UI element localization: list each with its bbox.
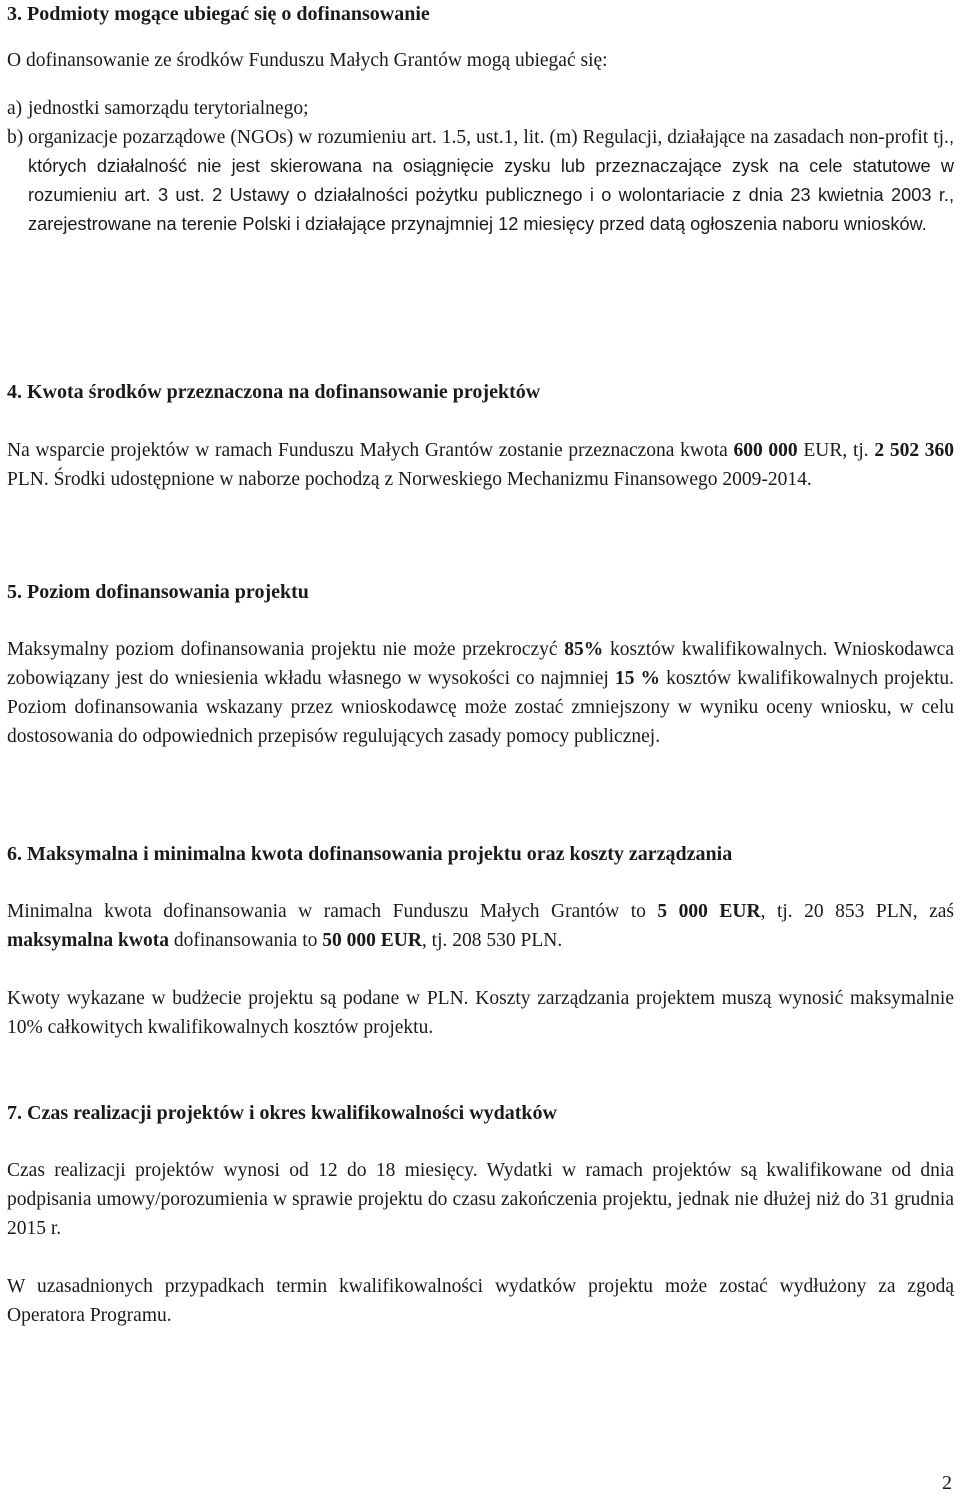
s6-min-amount: 5 000 EUR: [657, 901, 761, 922]
section-5-heading: 5. Poziom dofinansowania projektu: [7, 581, 309, 603]
s6-max-label: maksymalna kwota: [7, 930, 169, 951]
section-7-heading: 7. Czas realizacji projektów i okres kwalifikowalności wydatków: [7, 1102, 557, 1124]
s4-amount-pln: 2 502 360: [874, 440, 955, 461]
section-7-paragraph-2: W uzasadnionych przypadkach termin kwalifikowalności wydatków projektu może zostać wydłużony za zgodą Operatora Programu.: [7, 1276, 954, 1326]
section-3-heading: 3. Podmioty mogące ubiegać się o dofinansowanie: [7, 3, 430, 25]
section-7: [7, 1099, 954, 1330]
section-4: [7, 378, 954, 494]
section-5-paragraph: [7, 635, 954, 751]
list-marker-b: b): [7, 127, 24, 148]
s6-text-2: , tj. 20 853 PLN, zaś: [760, 901, 955, 922]
list-item-b: [7, 123, 954, 239]
section-3-intro: O dofinansowanie ze środków Funduszu Małych Grantów mogą ubiegać się:: [7, 50, 608, 71]
section-3: [7, 0, 954, 239]
s4-text-2: EUR, tj.: [797, 440, 875, 461]
s5-text-3: kosztów kwalifikowalnych projektu. Poziom dofinansowania wskazany przez wnioskodawcę może zostać zmniejszony w wyniku oceny wniosku, w celu dostosowania do odpowiednich przepisów regulujących zasady pomocy publicznej.: [7, 668, 954, 747]
section-6-paragraph-1: [7, 897, 954, 955]
section-6: [7, 840, 954, 1042]
section-4-heading: 4. Kwota środków przeznaczona na dofinansowanie projektów: [7, 381, 541, 403]
s4-text-1: Na wsparcie projektów w ramach Funduszu Małych Grantów zostanie przeznaczona kwota: [7, 440, 734, 461]
s6-text-1: Minimalna kwota dofinansowania w ramach Funduszu Małych Grantów to: [7, 901, 658, 922]
s6-max-amount: 50 000 EUR: [322, 930, 422, 951]
s5-text-1: Maksymalny poziom dofinansowania projektu nie może przekroczyć: [7, 639, 565, 660]
list-text-a: jednostki samorządu terytorialnego;: [28, 98, 309, 119]
s5-text-2: kosztów kwalifikowalnych. Wnioskodawca zobowiązany jest do wniesienia wkładu własnego w wysokości co najmniej: [7, 639, 954, 689]
list-text-b: [28, 123, 954, 239]
list-text-b-part3: , zarejestrowane na terenie Polski i działające przynajmniej 12 miesięcy przed datą ogłoszenia naboru wniosków.: [28, 185, 954, 234]
list-text-b-part2: , których działalność nie jest skierowana na osiągnięcie zysku lub przeznaczające zysk na cele statutowe w rozumieniu art. 3 ust. 2 Ustawy o działalności pożytku publicznego i o wolontariacie z dnia 23 kwietnia 2003 r.: [28, 127, 954, 205]
page-number: 2: [942, 1472, 952, 1494]
list-marker-a: a): [7, 98, 23, 119]
section-7-paragraph-1: Czas realizacji projektów wynosi od 12 do 18 miesięcy. Wydatki w ramach projektów są kwalifikowane od dnia podpisania umowy/porozumienia w sprawie projektu do czasu zakończenia projektu, jednak nie dłużej niż do 31 grudnia 2015 r.: [7, 1160, 954, 1239]
list-text-b-part1: organizacje pozarządowe (NGOs) w rozumieniu art. 1.5, ust.1, lit. (m) Regulacji, działające na zasadach non-profit tj.: [28, 127, 949, 148]
section-4-paragraph: [7, 436, 954, 494]
s4-amount-eur: 600 000: [733, 440, 798, 461]
s6-text-3: dofinansowania to: [168, 930, 323, 951]
s5-percent-own: 15 %: [614, 668, 661, 689]
list-item-a: [7, 94, 954, 123]
s6-text-4: , tj. 208 530 PLN.: [421, 930, 563, 951]
s4-text-3: PLN. Środki udostępnione w naborze pochodzą z Norweskiego Mechanizmu Finansowego 2009-2014.: [7, 469, 812, 490]
s5-percent-max: 85%: [564, 639, 604, 660]
section-6-heading: 6. Maksymalna i minimalna kwota dofinansowania projektu oraz koszty zarządzania: [7, 843, 733, 865]
section-6-paragraph-2: Kwoty wykazane w budżecie projektu są podane w PLN. Koszty zarządzania projektem muszą wynosić maksymalnie 10% całkowitych kwalifikowalnych kosztów projektu.: [7, 988, 954, 1038]
section-5: [7, 578, 954, 751]
